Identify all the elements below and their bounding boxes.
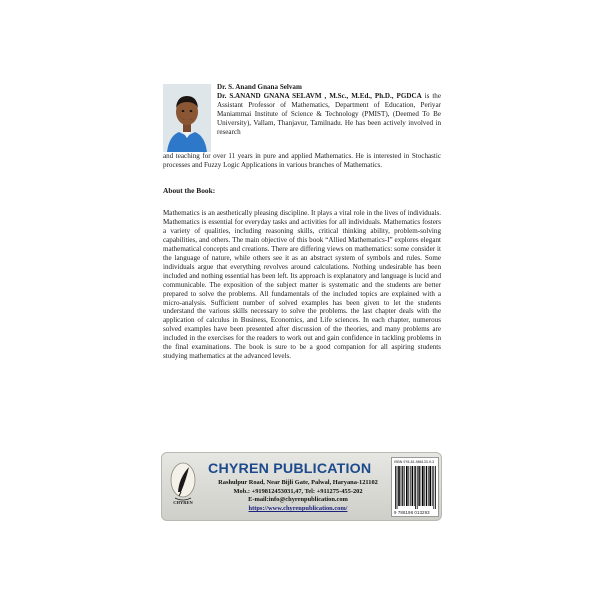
author-credentials: Dr. S.ANAND GNANA SELAVM , M.Sc., M.Ed., Ph.D., PGDCA [217,91,422,100]
publisher-address: Rashulpur Road, Near Bijli Gate, Palwal, Haryana-121102 [218,479,378,486]
publisher-phone: Mob.: +919812453031,47, Tel: +911275-455-202 [233,488,363,495]
author-bio-first: is the Assistant Professor of Mathematics, Department of Education, Periyar Maniammai Institute of Science & Technology (PMIST), (Deemed To Be University), Vallam, Thanjavur, Tamilnadu. He has been actively involved in research [217,91,441,136]
logo-text: CHYREN [173,500,193,505]
publisher-banner [161,452,442,521]
isbn-label: ISBN 978-81-986133-9-3 [394,460,435,464]
author-bio-rest: and teaching for over 11 years in pure and applied Mathematics. He is interested in Stochastic processes and Fuzzy Logic Applications in various branches of Mathematics. [163,152,441,169]
about-body: Mathematics is an aesthetically pleasing discipline. It plays a vital role in the lives of individuals. Mathematics is essential for everyday tasks and activities for all individuals. Mathematics fosters a variety of qualities, including reasoning skills, critical thinking ability, problem-solving capabilities, and others. The main objective of this book “Allied Mathematics-I” explores elegant mathematical concepts and creations. There are differing views on mathematics: some consider it the language of nature, while others see it as an abstract system of symbols and rules. Some individuals argue that everything revolves around calculations. Nothing undesirable has been included and nothing essential has been left. Its approach is explanatory and language is lucid and communicable. The exposition of the subject matter is systematic and the students are better prepared to solve the problems. All fundamentals of the included topics are explained with a micro-analysis. Sufficient number of solved examples has been given to let the students understand the various skills necessary to solve the problems. the last chapter deals with the application of calculus in Business, Economics, and Life sciences. In each chapter, numerous solved examples have been presented after discussion of the theories, and many problems are included in the exercises for the readers to work out and gain confidence in tackling problems in the final examinations. The book is sure to be a good companion for all aspiring students studying mathematics at the advanced levels. [163,209,441,361]
isbn-barcode [391,457,439,517]
barcode-bars [395,466,437,509]
publisher-email[interactable]: E-mail:info@chyrenpublication.com [248,496,348,503]
author-name-heading: Dr. S. Anand Gnana Selvam [217,83,302,91]
author-photo [163,84,211,152]
about-heading: About the Book: [163,186,216,195]
publisher-website-link[interactable]: https://www.chyrenpublication.com/ [248,505,348,512]
author-intro [217,83,441,137]
isbn-number: 9 788198 013293 [394,510,430,515]
publisher-logo [169,458,197,510]
publisher-name: CHYREN PUBLICATION [208,461,372,477]
